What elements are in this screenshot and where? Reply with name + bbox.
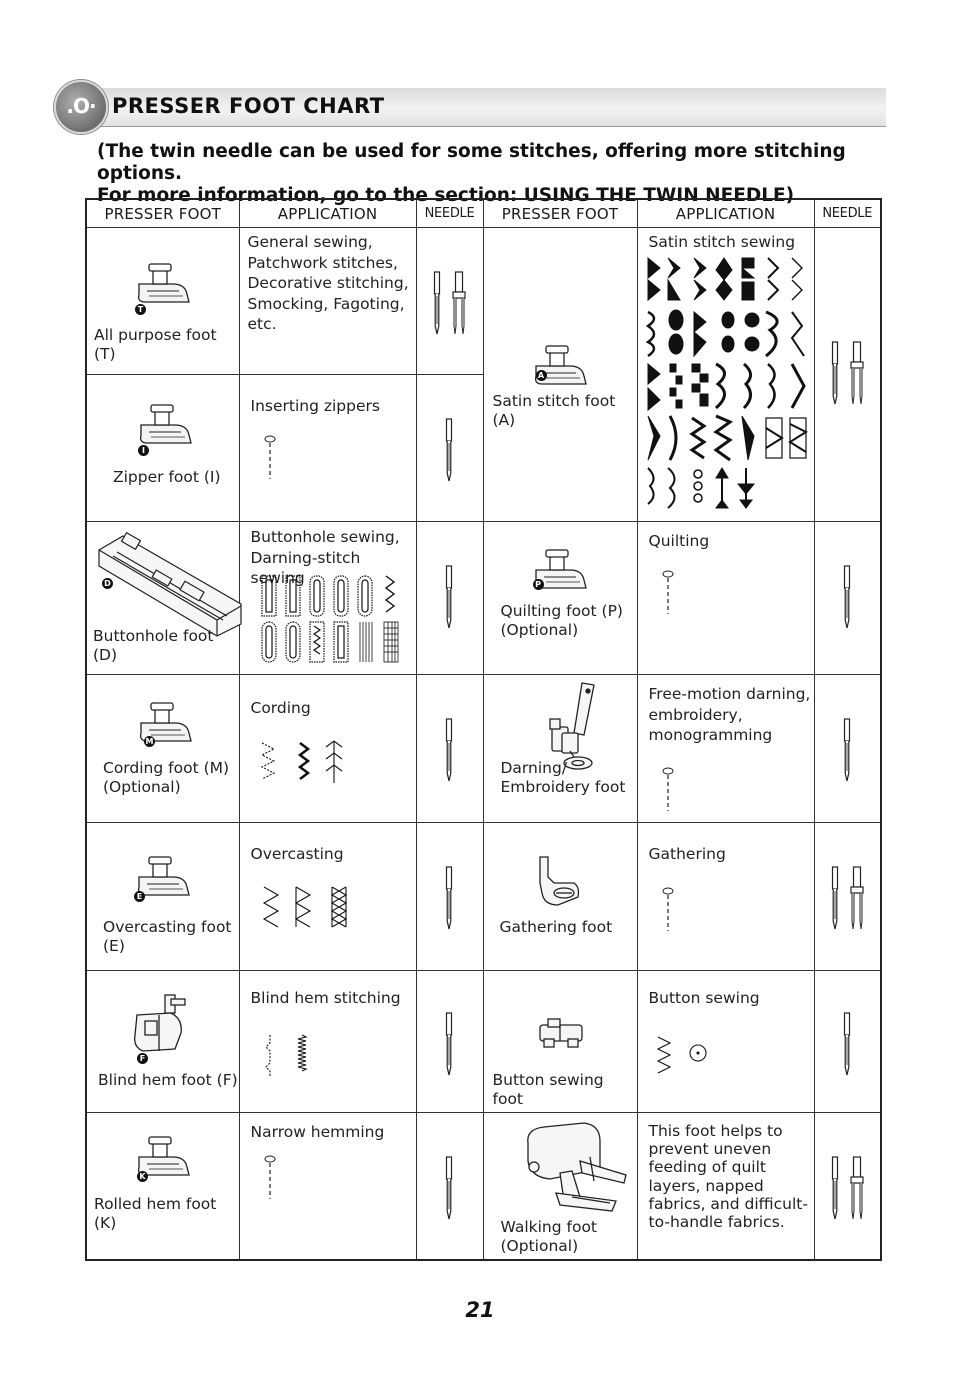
foot-cell-satin [483,228,637,522]
application-text-cording: Cording [250,699,311,717]
badge-i: I [138,445,149,456]
single-needle-icon [437,717,467,783]
straight-stitch-icon [260,1153,280,1203]
col-header-application-2: APPLICATION [637,199,814,228]
application-cell-blind-hem [239,971,416,1113]
satin-stitch-patterns-icon [646,256,811,511]
blind-hem-foot-icon [131,991,197,1057]
single-needle-icon [437,865,467,931]
foot-cell-buttonhole [86,522,239,675]
foot-label-blind-hem: Blind hem foot (F) [98,1071,238,1089]
walking-foot-icon [520,1117,636,1217]
needle-cell-button-sewing [814,971,881,1113]
section-icon [54,80,108,134]
application-cell-zipper [239,375,416,522]
badge-d: D [102,578,113,589]
foot-cell-gathering [483,823,637,971]
foot-label-overcasting: Overcasting foot (E) [103,918,232,955]
needle-cell-darning [814,675,881,823]
col-header-application: APPLICATION [239,199,416,228]
application-cell-gathering [637,823,814,971]
application-cell-satin [637,228,814,522]
zipper-foot-icon [129,401,199,451]
application-cell-rolled-hem [239,1113,416,1260]
page-title: PRESSER FOOT CHART [112,94,385,118]
badge-a: A [536,370,547,381]
blind-hem-stitches-icon [264,1031,324,1081]
col-header-needle-2: NEEDLE [814,199,881,228]
cording-foot-icon [133,699,197,749]
gathering-foot-icon [534,853,584,911]
foot-label-darning: Darning/ Embroidery foot [500,759,626,796]
needle-cell-2 [416,375,483,522]
single-needle-icon [437,1155,467,1221]
foot-label-cording: Cording foot (M) (Optional) [103,759,230,796]
foot-label-all-purpose: All purpose foot (T) [94,326,217,363]
application-text-buttonhole: Buttonhole sewing, Darning-stitch sewing [250,528,400,587]
table-row [86,823,881,971]
needle-cell-7 [416,1113,483,1260]
single-needle-icon [437,564,467,630]
needle-cell-6 [416,971,483,1113]
badge-k: K [137,1171,148,1182]
section-header [54,80,886,132]
button-sewing-stitch-icon [656,1033,716,1083]
table-header-row [86,199,881,228]
application-text-button-sewing: Button sewing [648,989,760,1007]
straight-stitch-icon [260,433,280,483]
application-cell-darning [637,675,814,823]
application-text-overcasting: Overcasting [250,845,344,863]
foot-cell-all-purpose [86,228,239,375]
single-needle-icon [437,417,467,483]
foot-cell-quilting [483,522,637,675]
needle-cell-3 [416,522,483,675]
needle-cell-gathering [814,823,881,971]
col-header-needle: NEEDLE [416,199,483,228]
table-row [86,228,881,375]
application-text-darning: Free-motion darning, embroidery, monogramming [648,685,811,744]
needle-cell-5 [416,823,483,971]
buttonhole-stitches-icon [260,572,408,668]
needle-cell-4 [416,675,483,823]
foot-label-buttonhole: Buttonhole foot (D) [93,627,214,664]
table-row [86,522,881,675]
badge-t: T [135,304,146,315]
application-text-general: General sewing, Patchwork stitches, Decorative stitching, Smocking, Fagoting, etc. [247,233,409,333]
application-text-gathering: Gathering [648,845,726,863]
badge-p: P [533,579,544,590]
button-sewing-foot-icon [534,1015,590,1055]
application-cell-button-sewing [637,971,814,1113]
foot-cell-rolled-hem [86,1113,239,1260]
foot-cell-overcasting [86,823,239,971]
table-row [86,971,881,1113]
single-needle-icon [437,1011,467,1077]
straight-stitch-icon [658,885,678,935]
needle-cell-1 [416,228,483,375]
satin-stitch-foot-icon [526,338,596,398]
foot-label-satin: Satin stitch foot (A) [492,392,616,429]
application-cell-quilting [637,522,814,675]
application-cell-buttonhole [239,522,416,675]
badge-e: E [134,891,145,902]
section-icon-glyph: .O· [66,94,96,118]
application-text-walking: This foot helps to prevent uneven feeding of quilt layers, napped fabrics, and difficult- to-handle fabrics. [648,1122,808,1232]
application-text-quilting: Quilting [648,532,710,550]
application-cell-general [239,228,416,375]
col-header-presser-foot-2: PRESSER FOOT [483,199,637,228]
single-and-twin-needle-icon [427,270,477,336]
presser-foot-table [85,198,882,1261]
single-needle-icon [835,717,865,783]
single-needle-icon [835,1011,865,1077]
table-row [86,1113,881,1260]
table-row [86,675,881,823]
buttonhole-foot-icon [93,526,243,638]
foot-cell-zipper [86,375,239,522]
badge-f: F [137,1053,148,1064]
foot-cell-walking [483,1113,637,1260]
cording-stitches-icon [260,739,360,789]
intro-line-2: For more information, go to the section: USING THE TWIN NEEDLE) [97,185,795,206]
straight-stitch-icon [658,765,678,815]
needle-cell-satin [814,228,881,522]
foot-cell-darning [483,675,637,823]
page-number: 21 [465,1298,495,1322]
application-cell-walking [637,1113,814,1260]
foot-label-button-sewing: Button sewing foot [492,1071,604,1108]
foot-label-rolled-hem: Rolled hem foot (K) [94,1195,217,1232]
single-and-twin-needle-icon [825,865,875,931]
foot-label-zipper: Zipper foot (I) [113,468,221,486]
single-and-twin-needle-icon [825,1155,875,1221]
foot-cell-cording [86,675,239,823]
single-needle-icon [835,564,865,630]
application-cell-cording [239,675,416,823]
application-text-zipper: Inserting zippers [250,397,380,415]
col-header-presser-foot: PRESSER FOOT [86,199,239,228]
needle-cell-walking [814,1113,881,1260]
foot-cell-blind-hem [86,971,239,1113]
application-cell-overcasting [239,823,416,971]
foot-label-gathering: Gathering foot [499,918,613,936]
single-and-twin-needle-icon [825,340,875,406]
badge-m: M [145,737,154,746]
foot-label-walking: Walking foot (Optional) [500,1218,598,1255]
foot-cell-button-sewing [483,971,637,1113]
straight-stitch-icon [658,568,678,618]
intro-line-1: (The twin needle can be used for some stitches, offering more stitching options. [97,141,846,184]
application-text-rolled-hem: Narrow hemming [250,1123,385,1141]
application-text-blind-hem: Blind hem stitching [250,989,401,1007]
overcasting-stitches-icon [262,885,362,935]
foot-label-quilting: Quilting foot (P) (Optional) [500,602,623,639]
needle-cell-quilting [814,522,881,675]
application-text-satin: Satin stitch sewing [648,233,796,251]
